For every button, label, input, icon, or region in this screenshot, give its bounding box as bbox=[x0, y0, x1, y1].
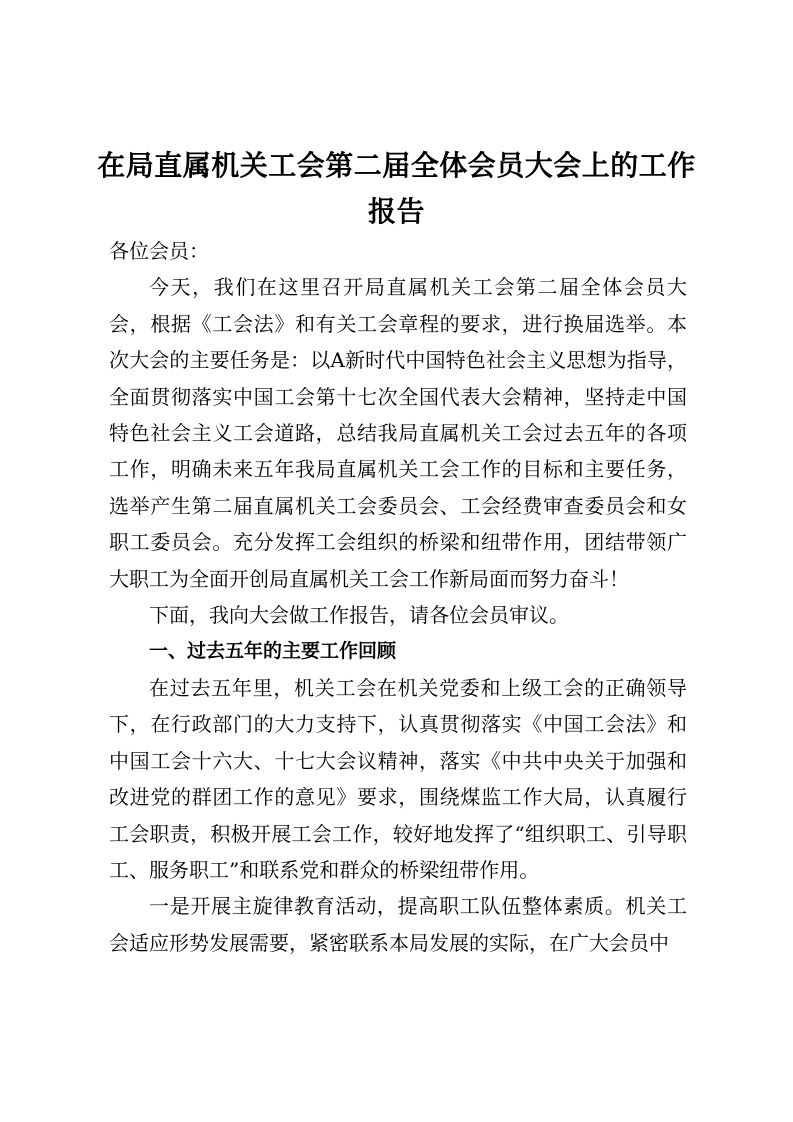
paragraph-review: 在过去五年里，机关工会在机关党委和上级工会的正确领导下，在行政部门的大力支持下，认真贯彻落实《中国工会法》和中国工会十六大、十七大会议精神，落实《中共中央关于加强和改进党的群团工作的意见》要求，围绕煤监工作大局，认真履行工会职责，积极开展工会工作，较好地发挥了“组织职工、引导职工、服务职工”和联系党和群众的桥梁纽带作用。 bbox=[109, 675, 687, 882]
document-title: 在局直属机关工会第二届全体会员大会上的工作报告 bbox=[97, 149, 696, 228]
paragraph-opening: 今天，我们在这里召开局直属机关工会第二届全体会员大会，根据《工会法》和有关工会章程的要求，进行换届选举。本次大会的主要任务是：以A新时代中国特色社会主义思想为指导，全面贯彻落实中国工会第十七次全国代表大会精神，坚持走中国特色社会主义工会道路，总结我局直属机关工会过去五年的各项工作，明确未来五年我局直属机关工会工作的目标和主要任务，选举产生第二届直属机关工会委员会、工会经费审查委员会和女职工委员会。充分发挥工会组织的桥梁和纽带作用，团结带领广大职工为全面开创局直属机关工会工作新局面而努力奋斗！ bbox=[109, 275, 687, 591]
document-body bbox=[109, 233, 687, 961]
paragraph-point-one: 一是开展主旋律教育活动，提高职工队伍整体素质。机关工会适应形势发展需要，紧密联系本局发展的实际，在广大会员中 bbox=[109, 894, 687, 955]
paragraph-report-intro: 下面，我向大会做工作报告，请各位会员审议。 bbox=[149, 603, 569, 628]
salutation: 各位会员： bbox=[109, 239, 209, 263]
section-heading: 一、过去五年的主要工作回顾 bbox=[149, 640, 397, 663]
